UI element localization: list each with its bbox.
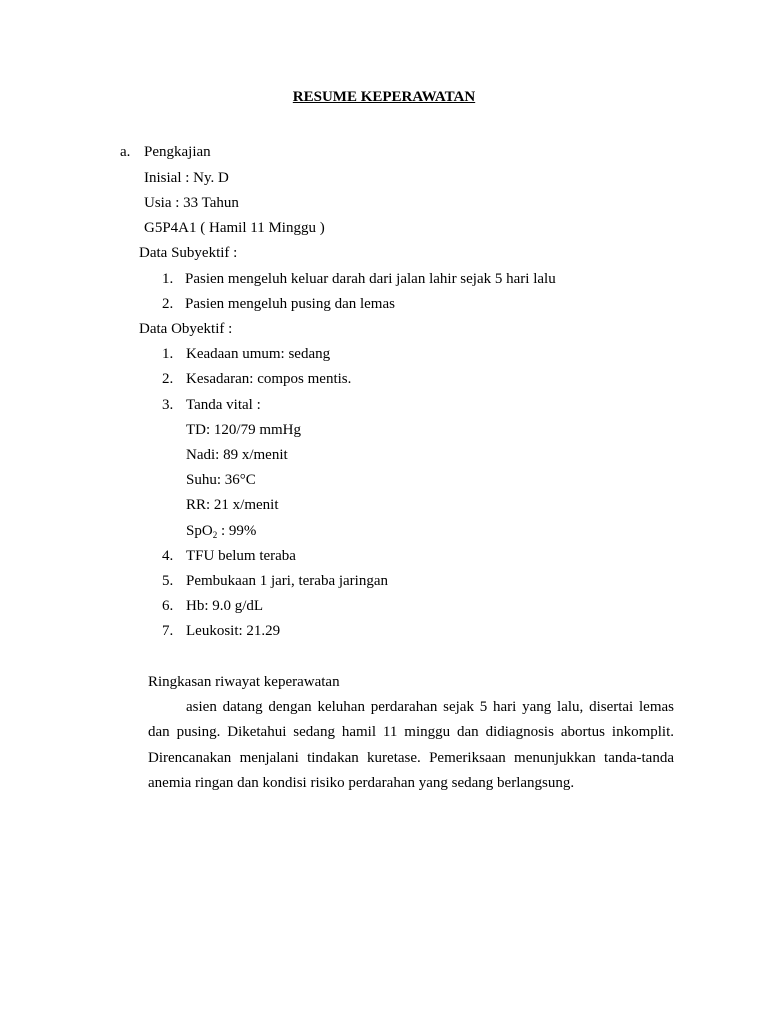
objective-item-text: Leukosit: 21.29 bbox=[186, 623, 281, 639]
objective-item-text: TFU belum teraba bbox=[186, 548, 296, 564]
spo2-value: : 99% bbox=[217, 523, 257, 539]
patient-initial: Inisial : Ny. D bbox=[144, 170, 229, 186]
subjective-heading: Data Subyektif : bbox=[139, 245, 238, 261]
objective-item-number: 2. bbox=[162, 371, 174, 387]
objective-item-number: 7. bbox=[162, 623, 174, 639]
objective-item-text: Tanda vital : bbox=[186, 397, 261, 413]
subjective-item-text: Pasien mengeluh keluar darah dari jalan lahir sejak 5 hari lalu bbox=[185, 271, 556, 287]
obstetric-status: G5P4A1 ( Hamil 11 Minggu ) bbox=[144, 220, 325, 236]
vital-pulse: Nadi: 89 x/menit bbox=[186, 447, 288, 463]
objective-heading: Data Obyektif : bbox=[139, 321, 233, 337]
objective-item-number: 4. bbox=[162, 548, 174, 564]
objective-item-number: 1. bbox=[162, 346, 174, 362]
vital-oxygen-saturation bbox=[186, 522, 256, 544]
subjective-item-text: Pasien mengeluh pusing dan lemas bbox=[185, 296, 395, 312]
spo2-prefix: SpO bbox=[186, 523, 213, 539]
vital-temperature: Suhu: 36°C bbox=[186, 472, 256, 488]
section-marker: a. bbox=[120, 144, 131, 160]
objective-item-number: 3. bbox=[162, 397, 174, 413]
patient-age: Usia : 33 Tahun bbox=[144, 195, 239, 211]
objective-item-text: Pembukaan 1 jari, teraba jaringan bbox=[186, 573, 389, 589]
spo2-subscript: 2 bbox=[212, 530, 218, 540]
vital-respiratory-rate: RR: 21 x/menit bbox=[186, 497, 279, 513]
section-title: Pengkajian bbox=[144, 144, 211, 160]
objective-item-text: Kesadaran: compos mentis. bbox=[186, 371, 352, 387]
subjective-item-number: 1. bbox=[162, 271, 174, 287]
objective-item-text: Hb: 9.0 g/dL bbox=[186, 598, 264, 614]
summary-paragraph: asien datang dengan keluhan perdarahan sejak 5 hari yang lalu, disertai lemas dan pusing. Diketahui sedang hamil 11 minggu dan didiagnosis abortus inkomplit. Direncanakan menjalani tindakan kuretase. Pemeriksaan menunjukkan tanda-tanda anemia ringan dan kondisi risiko perdarahan yang sedang berlangsung. bbox=[148, 699, 674, 791]
subjective-item-number: 2. bbox=[162, 296, 174, 312]
objective-item-text: Keadaan umum: sedang bbox=[186, 346, 331, 362]
objective-item-number: 5. bbox=[162, 573, 174, 589]
vital-blood-pressure: TD: 120/79 mmHg bbox=[186, 422, 301, 438]
summary-heading: Ringkasan riwayat keperawatan bbox=[148, 674, 340, 690]
document-title: RESUME KEPERAWATAN bbox=[292, 89, 476, 105]
objective-item-number: 6. bbox=[162, 598, 174, 614]
